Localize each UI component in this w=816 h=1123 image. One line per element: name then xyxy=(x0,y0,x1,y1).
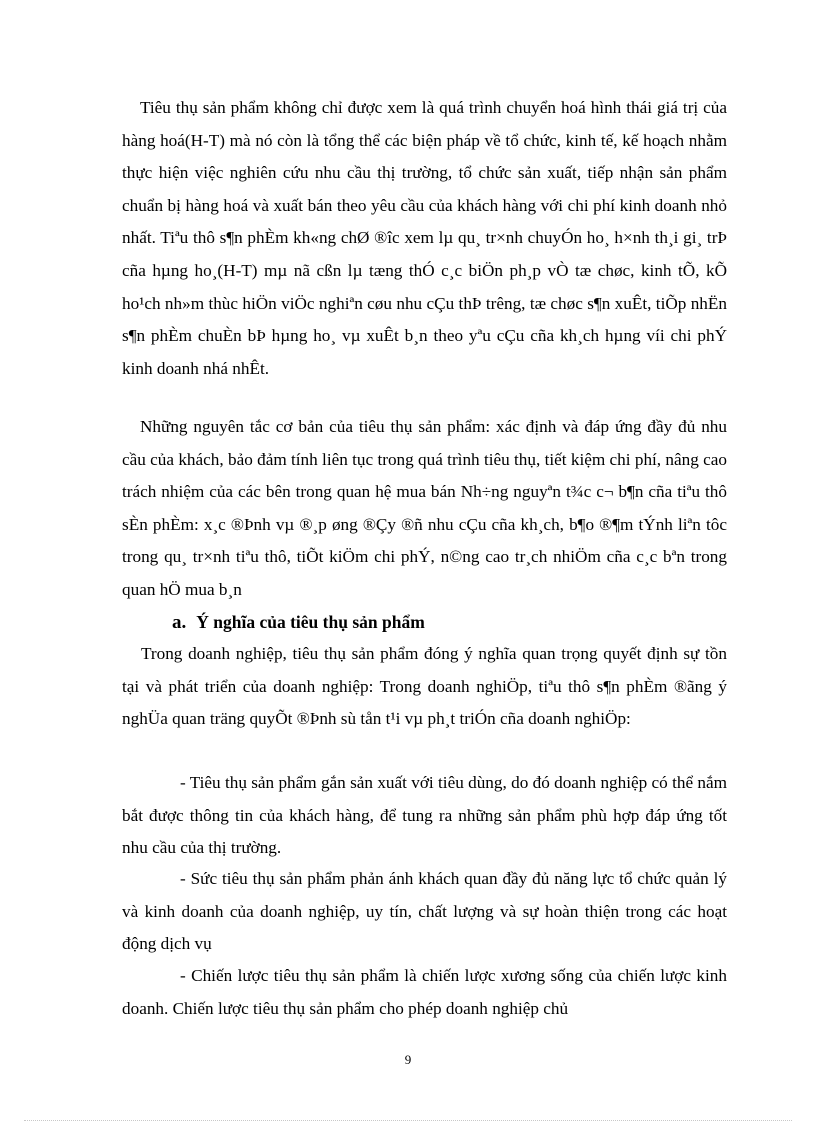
paragraph-tieu-thu-definition: Tiêu thụ sản phẩm không chỉ được xem là quá trình chuyển hoá hình thái giá trị của hàng hoá(H-T) mà nó còn là tổng thể các biện pháp về tổ chức, kinh tế, kế hoạch nhằm thực hiện việc nghiên cứu nhu cầu thị trường, tổ chức sản xuất, tiếp nhận sản phẩm chuẩn bị hàng hoá và xuất bán theo yêu cầu của khách hàng với chi phí kinh doanh nhỏ nhất. Tiªu thô s¶n phÈm kh«ng chØ ®îc xem lµ qu¸ tr×nh chuyÓn ho¸ h×nh th¸i gi¸ trÞ cña hµng ho¸(H-T) mµ nã cßn lµ tæng thÓ c¸c biÖn ph¸p vÒ tæ chøc, kinh tÕ, kÕ ho¹ch nh»m thùc hiÖn viÖc nghiªn cøu nhu cÇu thÞ trêng, tæ chøc s¶n xuÊt, tiÕp nhËn s¶n phÈm chuÈn bÞ hµng ho¸ vµ xuÊt b¸n theo yªu cÇu cña kh¸ch hµng víi chi phÝ kinh doanh nhá nhÊt. xyxy=(122,98,727,378)
section-heading xyxy=(172,606,425,639)
page-number: 9 xyxy=(404,1052,412,1067)
section-heading-title: Ý nghĩa của tiêu thụ sản phẩm xyxy=(196,612,425,632)
bullet-paragraph-chien-luoc: - Chiến lược tiêu thụ sản phẩm là chiến lược xương sống của chiến lược kinh doanh. Chiến lược tiêu thụ sản phẩm cho phép doanh nghiệp chủ xyxy=(122,966,727,1018)
bullet-paragraph-suc-tieu-thu: - Sức tiêu thụ sản phẩm phản ánh khách quan đầy đủ năng lực tổ chức quản lý và kinh doanh của doanh nghiệp, uy tín, chất lượng và sự hoàn thiện trong các hoạt động dịch vụ xyxy=(122,869,727,954)
page-bottom-divider xyxy=(24,1120,792,1121)
paragraph-nguyen-tac: Những nguyên tắc cơ bản của tiêu thụ sản phẩm: xác định và đáp ứng đầy đủ nhu cầu của khách, bảo đảm tính liên tục trong quá trình tiêu thụ, tiết kiệm chi phí, nâng cao trách nhiệm của các bên trong quan hệ mua bán Nh÷ng nguyªn t¾c c¬ b¶n cña tiªu thô sÈn phÈm: x¸c ®Þnh vµ ®¸p øng ®Çy ®ñ nhu cÇu cña kh¸ch, b¶o ®¶m tÝnh liªn tôc trong qu¸ tr×nh tiªu thô, tiÕt kiÖm chi phÝ, n©ng cao tr¸ch nhiÖm cña c¸c bªn trong quan hÖ mua b¸n xyxy=(122,417,727,599)
section-heading-marker: a. xyxy=(172,612,187,633)
bullet-paragraph-gan-san-xuat: - Tiêu thụ sản phẩm gắn sản xuất với tiêu dùng, do đó doanh nghiệp có thể nắm bắt được thông tin của khách hàng, để tung ra những sản phẩm phù hợp đáp ứng tốt nhu cầu của thị trường. xyxy=(122,773,727,858)
paragraph-y-nghia-intro: Trong doanh nghiệp, tiêu thụ sản phẩm đóng ý nghĩa quan trọng quyết định sự tồn tại và phát triển của doanh nghiệp: Trong doanh nghiÖp, tiªu thô s¶n phÈm ®ãng ý nghÜa quan träng quyÕt ®Þnh sù tån t¹i vµ ph¸t triÓn cña doanh nghiÖp: xyxy=(122,644,727,729)
